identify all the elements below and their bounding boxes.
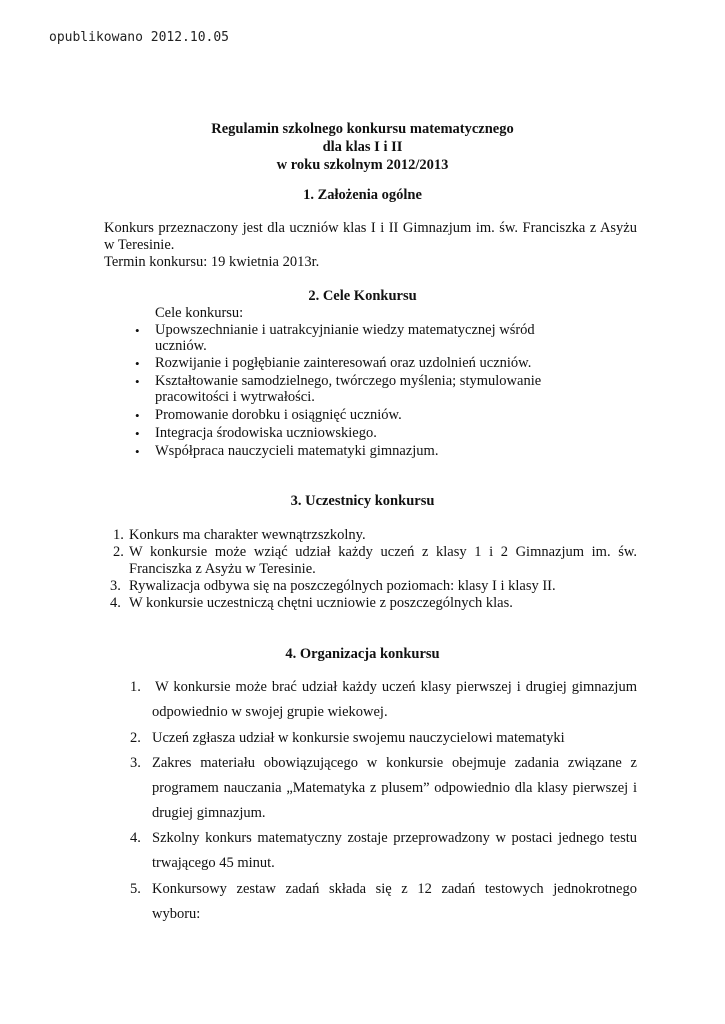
bullet-icon: • [135,426,140,441]
participant-number-2: 2. [113,544,124,560]
section-heading-4: 4. Organizacja konkursu [285,646,440,662]
participant-item-2: W konkursie może wziąć udział każdy uczeń z klasy 1 i 2 Gimnazjum im. św. [129,544,637,560]
bullet-icon: • [135,444,140,459]
goal-item-3: Kształtowanie samodzielnego, twórczego myślenia; stymulowanie [155,373,542,389]
organization-number-5: 5. [130,881,141,897]
organization-item-3: Zakres materiału obowiązującego w konkursie obejmuje zadania związane z [152,755,637,771]
goal-item-1: Upowszechnianie i uatrakcyjnianie wiedzy matematycznej wśród [155,322,535,338]
participant-number-4: 4. [110,595,121,611]
organization-item-2: Uczeń zgłasza udział w konkursie swojemu nauczycielowi matematyki [152,730,565,746]
section-heading-2: 2. Cele Konkursu [308,288,417,304]
organization-item-1-cont: odpowiednio w swojej grupie wiekowej. [152,704,388,720]
document-title-line2: dla klas I i II [322,139,403,155]
goal-item-5: Integracja środowiska uczniowskiego. [155,425,377,441]
organization-item-3-cont: programem nauczania „Matematyka z plusem” odpowiednio dla klasy pierwszej i [152,780,637,796]
section-heading-3: 3. Uczestnicy konkursu [290,493,435,509]
participant-item-1: Konkurs ma charakter wewnątrzszkolny. [129,527,366,543]
section-heading-1: 1. Założenia ogólne [303,187,422,203]
organization-item-1: W konkursie może brać udział każdy uczeń klasy pierwszej i drugiej gimnazjum [155,679,637,695]
goal-item-2: Rozwijanie i pogłębianie zainteresowań oraz uzdolnień uczniów. [155,355,532,371]
organization-item-3-cont2: drugiej gimnazjum. [152,805,266,821]
document-title-line3: w roku szkolnym 2012/2013 [276,157,449,173]
bullet-icon: • [135,323,140,338]
participant-number-1: 1. [113,527,124,543]
organization-item-4-cont: trwającego 45 minut. [152,855,275,871]
organization-number-2: 2. [130,730,141,746]
publication-stamp: opublikowano 2012.10.05 [49,30,230,45]
organization-number-4: 4. [130,830,141,846]
contest-date: Termin konkursu: 19 kwietnia 2013r. [104,254,320,270]
goal-item-3-cont: pracowitości i wytrwałości. [155,389,315,405]
goal-item-4: Promowanie dorobku i osiągnięć uczniów. [155,407,402,423]
organization-item-4: Szkolny konkurs matematyczny zostaje przeprowadzony w postaci jednego testu [152,830,637,846]
participant-item-2-cont: Franciszka z Asyżu w Teresinie. [129,561,316,577]
section1-paragraph-cont: w Teresinie. [104,237,175,253]
section1-paragraph: Konkurs przeznaczony jest dla uczniów klas I i II Gimnazjum im. św. Franciszka z Asyżu [104,220,637,236]
participant-item-3: Rywalizacja odbywa się na poszczególnych poziomach: klasy I i klasy II. [129,578,556,594]
goal-item-1-cont: uczniów. [155,338,207,354]
participant-number-3: 3. [110,578,121,594]
organization-number-1: 1. [130,679,141,695]
organization-item-5-cont: wyboru: [152,906,201,922]
bullet-icon: • [135,374,140,389]
bullet-icon: • [135,408,140,423]
participant-item-4: W konkursie uczestniczą chętni uczniowie z poszczególnych klas. [129,595,513,611]
goals-intro: Cele konkursu: [155,305,244,321]
organization-number-3: 3. [130,755,141,771]
organization-item-5: Konkursowy zestaw zadań składa się z 12 zadań testowych jednokrotnego [152,881,637,897]
bullet-icon: • [135,356,140,371]
document-title-line1: Regulamin szkolnego konkursu matematycznego [211,121,514,137]
goal-item-6: Współpraca nauczycieli matematyki gimnazjum. [155,443,439,459]
